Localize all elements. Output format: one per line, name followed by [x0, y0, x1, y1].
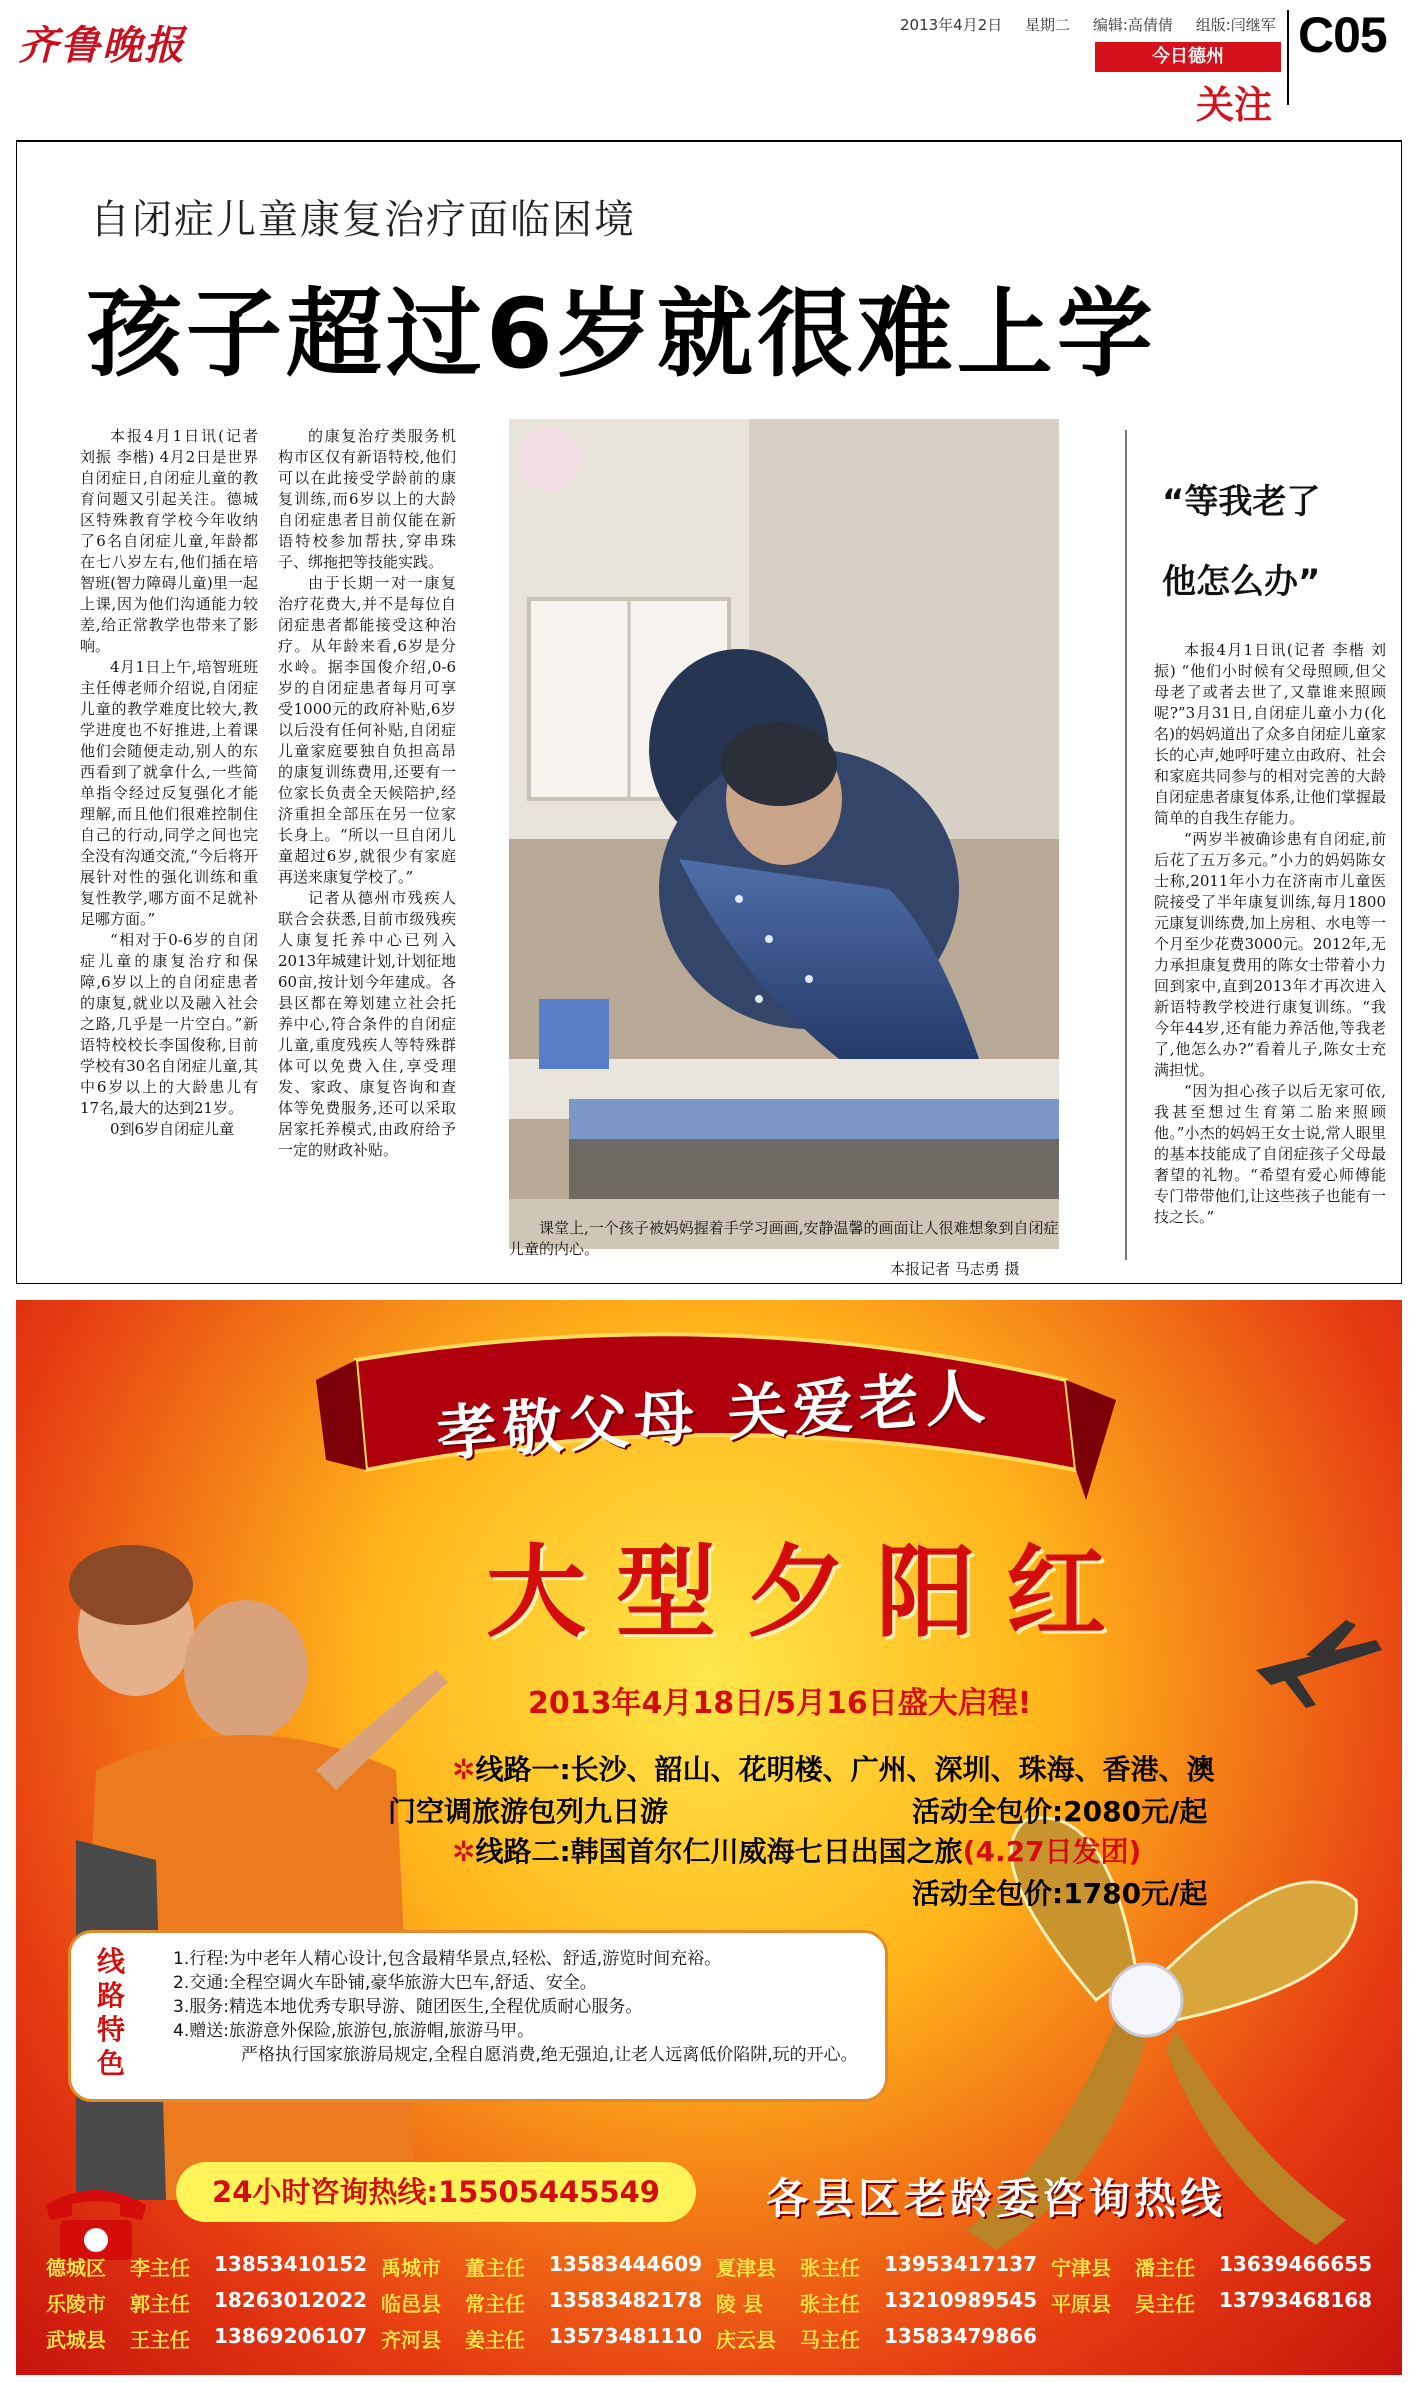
ad-main-title: 大型夕阳红: [486, 1533, 1136, 1651]
route-1-line-b: 门空调旅游包列九日游: [388, 1795, 669, 1828]
article-column-1: [80, 426, 258, 1140]
paragraph: 的康复治疗类服务机构市区仅有新语特校,他们可以在此接受学龄前的康复训练,而6岁以上的大龄自闭症患者目前仅能在新语特校参加帮扶,穿串珠子、绑拖把等技能实践。: [278, 427, 456, 571]
table-row: [46, 2248, 1386, 2284]
contact-cell: 平原县 吴主任 13793468168: [1051, 2287, 1373, 2316]
paragraph: 本报4月1日讯(记者 刘振 李楷) 4月2日是世界自闭症日,自闭症儿童的教育问题又引起关注。德城区特殊教育学校今年收纳了6名自闭症儿童,年龄都在七八岁左右,他们插在培智班(智力障碍儿童)里一起上课,因为他们沟通能力较差,给正常教学也带来了影响。: [80, 427, 258, 655]
star-icon: ✲: [452, 1835, 476, 1868]
paragraph: 本报4月1日讯(记者 李楷 刘振) “他们小时候有父母照顾,但父母老了或者去世了,又靠谁来照顾呢?”3月31日,自闭症儿童小力(化名)的妈妈道出了众多自闭症儿童家长的心声,她呼吁建立由政府、社会和家庭共同参与的相对完善的大龄自闭症患者康复体系,让他们掌握最简单的自我生存能力。: [1154, 641, 1386, 827]
article-column-3: [1154, 640, 1386, 1228]
table-row: [46, 2284, 1386, 2320]
route-2-price: 活动全包价:1780元/起: [912, 1877, 1208, 1910]
newspaper-logo: 齐鲁晚报: [18, 22, 186, 69]
sidebar-divider: [1125, 430, 1127, 1260]
paragraph: 记者从德州市残疾人联合会获悉,目前市级残疾人康复托养中心已列入2013年城建计划,计划征地60亩,按计划今年建成。各县区都在筹划建立社会托养中心,符合条件的自闭症儿童,重度残疾人等特殊群体可以免费入住,享受理发、家政、康复咨询和查体等免费服务,还可以采取居家托养模式,由政府给予一定的财政补贴。: [278, 889, 456, 1159]
route-2-line: ✲线路二:韩国首尔仁川威海七日出国之旅(4.27日发团): [452, 1835, 1142, 1868]
photo-caption: 课堂上,一个孩子被妈妈握着手学习画画,安静温馨的画面让人很难想象到自闭症儿童的内心。: [509, 1219, 1059, 1258]
feature-item: 3.服务:精选本地优秀专职导游、随团医生,全程优质耐心服务。: [173, 1997, 643, 2017]
route-1-line-a: ✲线路一:长沙、韶山、花明楼、广州、深圳、珠海、香港、澳: [452, 1753, 1215, 1786]
contact-cell: 德城区 李主任 13853410152: [46, 2251, 368, 2280]
contact-cell: 夏津县 张主任 13953417137: [716, 2251, 1038, 2280]
classroom-photo-illustration: [509, 419, 1059, 1199]
page-number: C05: [1298, 7, 1387, 63]
issue-date: 2013年4月2日: [900, 16, 1003, 34]
editor-credit: 编辑:高倩倩: [1092, 16, 1173, 34]
issue-weekday: 星期二: [1025, 16, 1071, 34]
contact-cell: 武城县 王主任 13869206107: [46, 2323, 368, 2352]
feature-item: 2.交通:全程空调火车卧铺,豪华旅游大巴车,舒适、安全。: [173, 1973, 597, 1993]
feature-item: 严格执行国家旅游局规定,全程自愿消费,绝无强迫,让老人远离低价陷阱,玩的开心。: [241, 2045, 858, 2065]
ad-date-line: 2013年4月18日/5月16日盛大启程!: [528, 1686, 1032, 1721]
section-name: 关注: [1196, 83, 1273, 127]
sidebar-title: [1162, 462, 1320, 622]
section-pill: 今日德州: [1095, 42, 1281, 72]
star-icon: ✲: [452, 1753, 476, 1786]
contact-cell: 临邑县 常主任 13583482178: [381, 2287, 703, 2316]
contact-cell: 乐陵市 郭主任 18263012022: [46, 2287, 368, 2316]
contact-cell: 禹城市 董主任 13583444609: [381, 2251, 703, 2280]
paragraph: “两岁半被确诊患有自闭症,前后花了五万多元。”小力的妈妈陈女士称,2011年小力在济南市儿童医院接受了半年康复训练,每月1800元康复训练费,加上房租、水电等一个月至少花费3000元。2012年,无力承担康复费用的陈女士带着小力回到家中,直到2013年才再次进入新语特教学校进行康复训练。“我今年44岁,还有能力养活他,等我老了,他怎么办?”看着儿子,陈女士充满担忧。: [1154, 830, 1386, 1079]
route-features-box: [68, 1930, 888, 2102]
county-hotline-title: 各县区老龄委咨询热线: [766, 2174, 1227, 2223]
table-row: [46, 2320, 1386, 2356]
paragraph: 0到6岁自闭症儿童: [110, 1120, 235, 1138]
route-1-price: 活动全包价:2080元/起: [912, 1795, 1208, 1828]
travel-advertisement: [16, 1300, 1402, 2375]
features-tag: 线路特色: [97, 1945, 126, 2080]
paragraph: 由于长期一对一康复治疗花费大,并不是每位自闭症患者都能接受这种治疗。从年龄来看,6岁是分水岭。据李国俊介绍,0-6岁的自闭症患者每月可享受1000元的政府补贴,6岁以后没有任何补贴,自闭症儿童家庭要独自负担高昂的康复训练费用,还要有一位家长负责全天候陪护,经济重担全部压在另一位家长身上。“所以一旦自闭儿童超过6岁,就很少有家庭再送来康复学校了。”: [278, 574, 456, 886]
contact-cell: 陵 县 张主任 13210989545: [716, 2287, 1038, 2316]
hotline-badge: 24小时咨询热线:15505445549: [176, 2162, 696, 2222]
airplane-icon: [1256, 1620, 1382, 1708]
paragraph: 4月1日上午,培智班班主任傅老师介绍说,自闭症儿童的教学难度比较大,教学进度也不好推进,上着课他们会随便走动,别人的东西看到了就拿什么,一些简单指令经过反复强化才能理解,而且他们很难控制住自己的行动,同学之间也完全没有沟通交流,“今后将开展针对性的强化训练和重复性教学,哪方面不足就补足哪方面。”: [80, 658, 258, 928]
feature-item: 4.赠送:旅游意外保险,旅游包,旅游帽,旅游马甲。: [173, 2021, 535, 2041]
contact-cell: 庆云县 马主任 13583479866: [716, 2323, 1038, 2352]
county-contact-table: [46, 2248, 1386, 2356]
feature-item: 1.行程:为中老年人精心设计,包含最精华景点,轻松、舒适,游览时间充裕。: [173, 1949, 722, 1969]
layout-credit: 组版:闫继军: [1195, 16, 1276, 34]
masthead-divider: [1287, 10, 1289, 105]
features-list: [173, 1947, 863, 2067]
paragraph: “因为担心孩子以后无家可依,我甚至想过生育第二胎来照顾他。”小杰的妈妈王女士说,常人眼里的基本技能成了自闭症孩子父母最奢望的礼物。“希望有爱心师傅能专门带带他们,让这些孩子也能有一技之长。”: [1154, 1082, 1386, 1226]
issue-meta: [900, 14, 1294, 35]
article-column-2: [278, 426, 456, 1161]
article-subhead: 自闭症儿童康复治疗面临困境: [90, 197, 636, 243]
article-headline: 孩子超过6岁就很难上学: [86, 278, 1157, 390]
ad-banner-title: 孝敬父母 关爱老人: [434, 1361, 994, 1471]
contact-cell: 齐河县 姜主任 13573481110: [381, 2323, 703, 2352]
contact-cell: 宁津县 潘主任 13639466655: [1051, 2251, 1373, 2280]
news-photo: [509, 419, 1059, 1249]
photo-credit: 本报记者 马志勇 摄: [890, 1260, 1020, 1278]
sidebar-title-line: 他怎么办”: [1162, 562, 1321, 602]
paragraph: “相对于0-6岁的自闭症儿童的康复治疗和保障,6岁以上的自闭症患者的康复,就业以及融入社会之路,几乎是一片空白。”新语特校校长李国俊称,目前学校有30名自闭症儿童,其中6岁以上的大龄患儿有17名,最大的达到21岁。: [80, 931, 258, 1117]
sidebar-title-line: “等我老了: [1162, 482, 1321, 522]
